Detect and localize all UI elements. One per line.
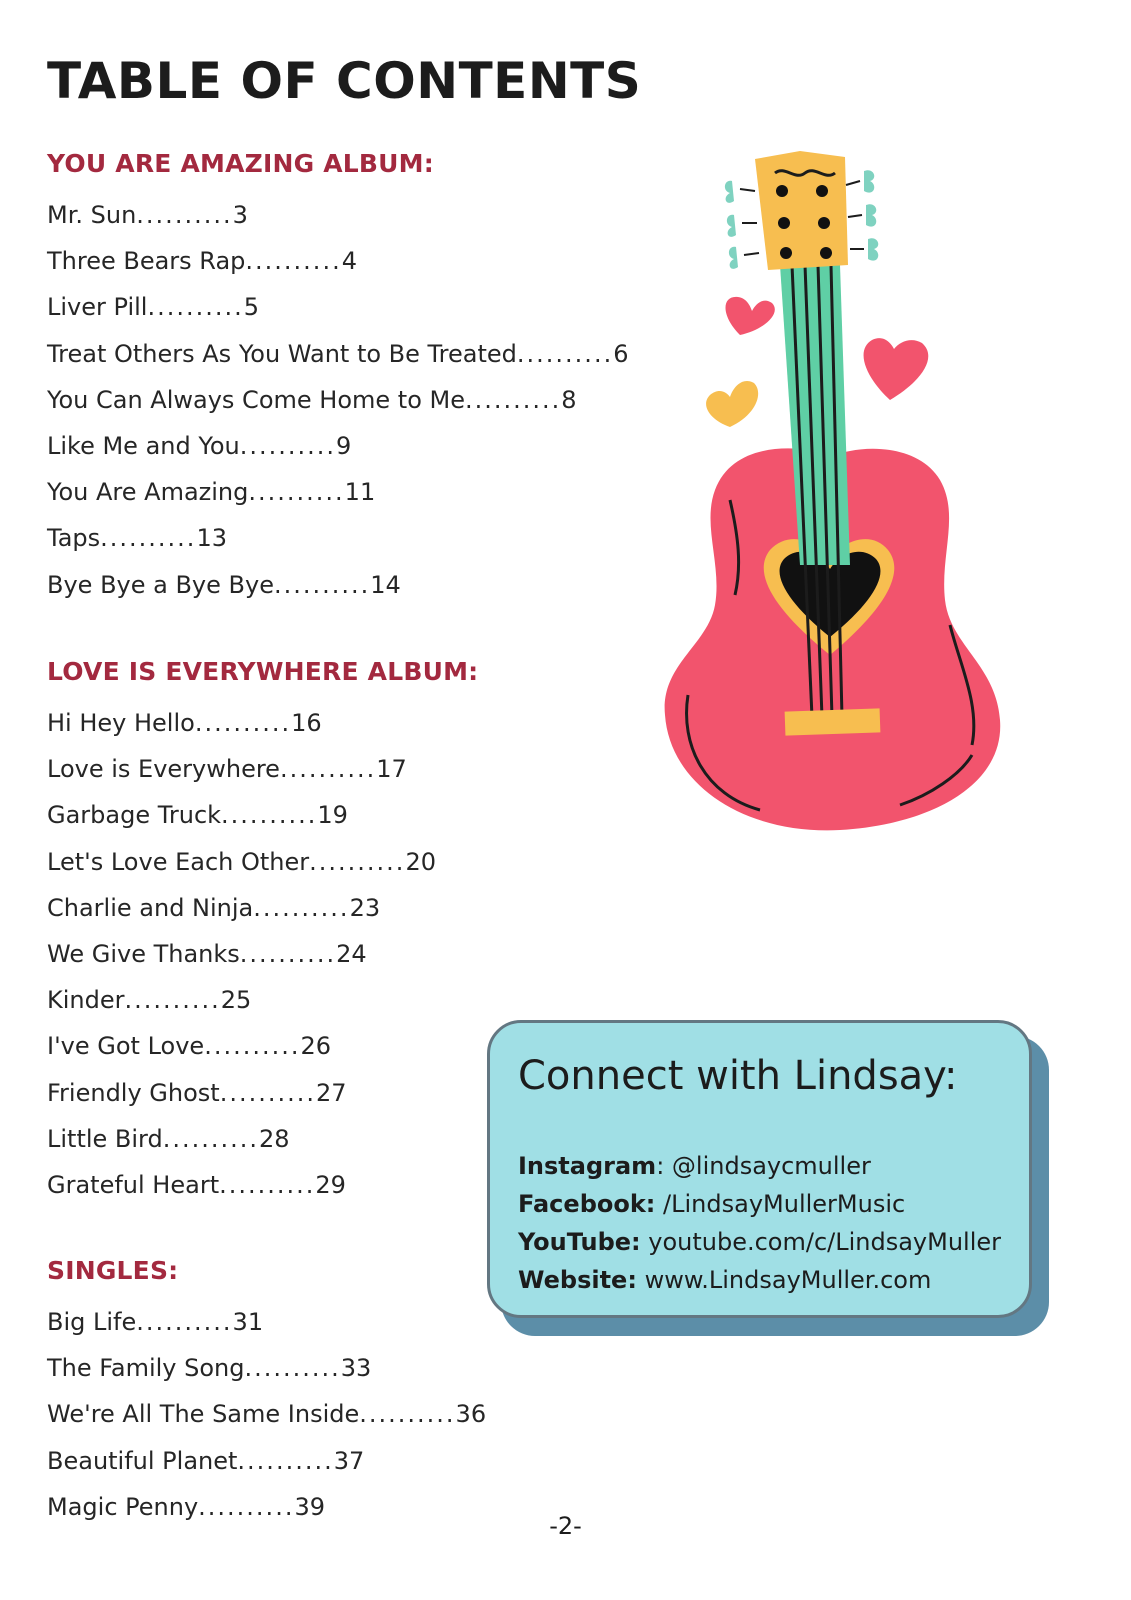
connect-card [487, 1020, 1032, 1318]
toc-entry[interactable]: You Can Always Come Home to Me..........8 [47, 385, 577, 414]
guitar-with-hearts-icon [660, 145, 1010, 845]
section-heading: YOU ARE AMAZING ALBUM: [47, 149, 434, 178]
toc-entry[interactable]: Charlie and Ninja..........23 [47, 893, 381, 922]
toc-entry[interactable]: Beautiful Planet..........37 [47, 1446, 365, 1475]
contact-list [518, 1147, 1001, 1299]
contact-website[interactable]: Website: www.LindsayMuller.com [518, 1266, 932, 1294]
toc-entry[interactable]: Garbage Truck..........19 [47, 801, 348, 830]
guitar-bridge [785, 708, 881, 735]
heart-icon [864, 338, 929, 400]
toc-entry[interactable]: Hi Hey Hello..........16 [47, 709, 322, 737]
toc-entry[interactable]: Liver Pill..........5 [47, 293, 260, 322]
contact-instagram[interactable]: Instagram: @lindsaycmuller [518, 1152, 871, 1180]
heart-icon [706, 381, 758, 427]
toc-entry[interactable]: Little Bird..........28 [47, 1124, 290, 1153]
toc-entry[interactable]: You Are Amazing..........11 [47, 478, 376, 507]
contact-youtube[interactable]: YouTube: youtube.com/c/LindsayMuller [518, 1228, 1002, 1256]
toc-entry[interactable]: Treat Others As You Want to Be Treated..........6 [47, 339, 629, 368]
connect-title: Connect with Lindsay: [518, 1053, 958, 1099]
toc-entry[interactable]: Grateful Heart..........29 [47, 1170, 346, 1199]
toc-entry[interactable]: We're All The Same Inside..........36 [47, 1400, 487, 1429]
toc-entry[interactable]: Bye Bye a Bye Bye..........14 [47, 570, 401, 599]
toc-entry[interactable]: The Family Song..........33 [47, 1354, 372, 1383]
guitar-headstock [755, 151, 848, 270]
toc-entry[interactable]: We Give Thanks..........24 [47, 939, 367, 968]
toc-section-love-is-everywhere [47, 654, 478, 1208]
toc-entry[interactable]: Three Bears Rap..........4 [47, 247, 357, 276]
toc-entry[interactable]: Kinder..........25 [47, 986, 252, 1015]
page-number: -2- [549, 1512, 582, 1540]
toc-entry[interactable]: Mr. Sun..........3 [47, 201, 248, 229]
toc-entry[interactable]: I've Got Love..........26 [47, 1032, 332, 1061]
page-title: TABLE OF CONTENTS [47, 52, 642, 110]
toc-entry[interactable]: Big Life..........31 [47, 1308, 264, 1336]
toc-section-you-are-amazing [47, 146, 628, 608]
toc-entry[interactable]: Friendly Ghost..........27 [47, 1078, 347, 1107]
toc-entry[interactable]: Love is Everywhere..........17 [47, 755, 407, 784]
toc-section-singles [47, 1253, 486, 1530]
section-heading: SINGLES: [47, 1256, 179, 1285]
toc-entry[interactable]: Magic Penny..........39 [47, 1492, 325, 1521]
heart-icon [726, 297, 775, 335]
section-heading: LOVE IS EVERYWHERE ALBUM: [47, 657, 479, 686]
toc-entry[interactable]: Taps..........13 [47, 524, 227, 553]
toc-entry[interactable]: Let's Love Each Other..........20 [47, 847, 436, 876]
toc-entry[interactable]: Like Me and You..........9 [47, 431, 352, 460]
contact-facebook[interactable]: Facebook: /LindsayMullerMusic [518, 1190, 906, 1218]
